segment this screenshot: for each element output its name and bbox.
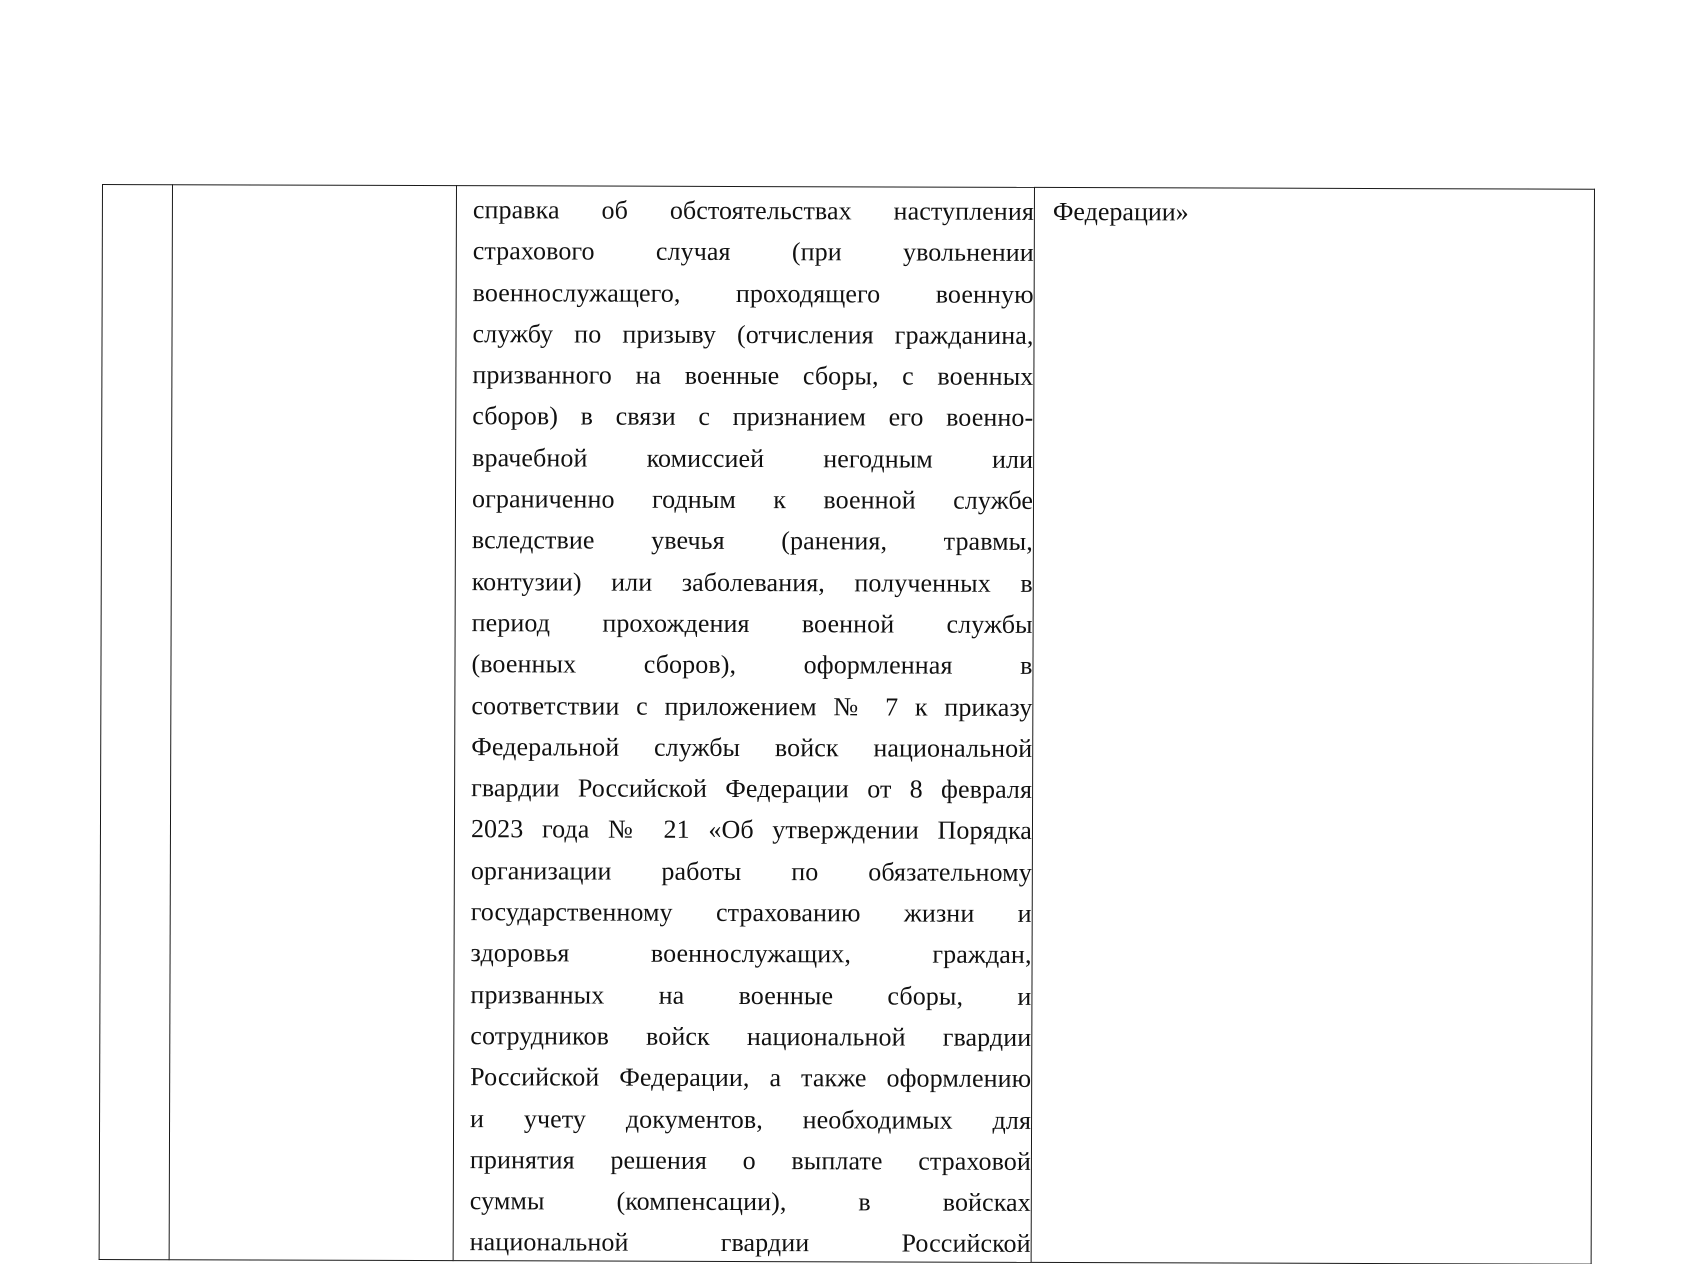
documents-text-block <box>454 186 1034 1262</box>
documents-line: (военных сборов), оформленная в <box>455 640 1032 683</box>
notes-text: Федерации» <box>1035 188 1594 231</box>
documents-line: Федеральной службы войск национальной <box>455 723 1032 766</box>
table-row <box>99 185 1594 1264</box>
table-cell-notes <box>1031 187 1594 1263</box>
documents-line: суммы (компенсации), в войсках <box>454 1177 1031 1220</box>
documents-line: период прохождения военной службы <box>456 599 1033 642</box>
table-cell-number <box>99 185 172 1260</box>
documents-line: гвардии Российской Федерации от 8 февраля <box>455 764 1032 807</box>
documents-line: организации работы по обязательному <box>455 847 1032 890</box>
documents-line: врачебной комиссией негодным или <box>456 434 1033 477</box>
documents-line: Российской Федерации, а также оформлению <box>454 1053 1031 1096</box>
table-cell-name <box>169 185 456 1261</box>
documents-line: сотрудников войск национальной гвардии <box>454 1012 1031 1055</box>
documents-line: контузии) или заболевания, полученных в <box>456 558 1033 601</box>
document-table <box>99 184 1595 1264</box>
documents-line: военнослужащего, проходящего военную <box>457 269 1034 312</box>
documents-line: сборов) в связи с признанием его военно- <box>456 393 1033 436</box>
documents-line: вследствие увечья (ранения, травмы, <box>456 516 1033 559</box>
documents-line: 2023 года № 21 «Об утверждении Порядка <box>455 806 1032 849</box>
documents-line: призванных на военные сборы, и <box>454 971 1031 1014</box>
table-cell-documents <box>453 186 1034 1263</box>
documents-line: страхового случая (при увольнении <box>457 227 1034 270</box>
cell-name-text <box>173 185 456 186</box>
documents-line: государственному страхованию жизни и <box>455 888 1032 931</box>
documents-line: национальной гвардии Российской <box>454 1219 1031 1262</box>
documents-line: соответствии с приложением № 7 к приказу <box>455 682 1032 725</box>
documents-line: принятия решения о выплате страховой <box>454 1136 1031 1179</box>
documents-line: справка об обстоятельствах наступления <box>457 186 1034 229</box>
documents-line: здоровья военнослужащих, граждан, <box>455 929 1032 972</box>
documents-line: призванного на военные сборы, с военных <box>456 351 1033 394</box>
documents-line: ограниченно годным к военной службе <box>456 475 1033 518</box>
documents-line: службу по призыву (отчисления гражданина, <box>456 310 1033 353</box>
documents-line: и учету документов, необходимых для <box>454 1095 1031 1138</box>
